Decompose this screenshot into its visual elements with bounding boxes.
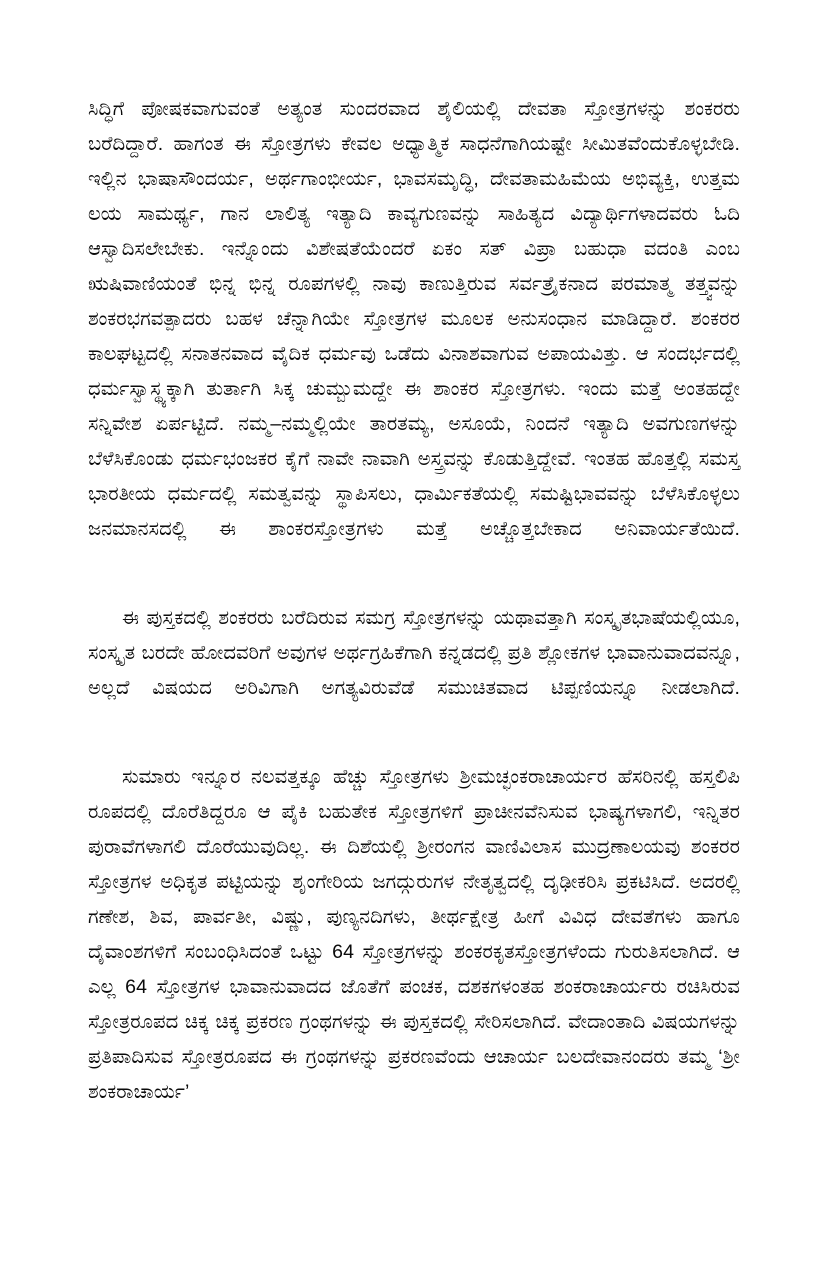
- paragraph-2: ಈ ಪುಸ್ತಕದಲ್ಲಿ ಶಂಕರರು ಬರೆದಿರುವ ಸಮಗ್ರ ಸ್ತೋತ್ರಗಳನ್ನು ಯಥಾವತ್ತಾಗಿ ಸಂಸ್ಕೃತಭಾಷೆಯಲ್ಲಿಯೂ, ಸಂಸ್ಕೃತ ಬರದೇ ಹೋದವರಿಗೆ ಅವುಗಳ ಅರ್ಥಗ್ರಹಿಕೆಗಾಗಿ ಕನ್ನಡದಲ್ಲಿ ಪ್ರತಿ ಶ್ಲೋಕಗಳ ಭಾವಾನುವಾದವನ್ನೂ, ಅಲ್ಲದೆ ವಿಷಯದ ಅರಿವಿಗಾಗಿ ಅಗತ್ಯವಿರುವೆಡೆ ಸಮುಚಿತವಾದ ಟಿಪ್ಪಣಿಯನ್ನೂ ನೀಡಲಾಗಿದೆ.: [88, 607, 740, 699]
- body-text-block: [88, 92, 740, 1145]
- paragraph-3: ಸುಮಾರು ಇನ್ನೂರ ನಲವತ್ತಕ್ಕೂ ಹೆಚ್ಚು ಸ್ತೋತ್ರಗಳು ಶ್ರೀಮಚ್ಛಂಕರಾಚಾರ್ಯರ ಹೆಸರಿನಲ್ಲಿ ಹಸ್ತಲಿಪಿ ರೂಪದಲ್ಲಿ ದೊರೆತಿದ್ದರೂ ಆ ಪೈಕಿ ಬಹುತೇಕ ಸ್ತೋತ್ರಗಳಿಗೆ ಪ್ರಾಚೀನವೆನಿಸುವ ಭಾಷ್ಯಗಳಾಗಲಿ, ಇನ್ನಿತರ ಪುರಾವೆಗಳಾಗಲಿ ದೊರೆಯುವುದಿಲ್ಲ. ಈ ದಿಶೆಯಲ್ಲಿ ಶ್ರೀರಂಗನ ವಾಣಿವಿಲಾಸ ಮುದ್ರಣಾಲಯವು ಶಂಕರರ ಸ್ತೋತ್ರಗಳ ಅಧಿಕೃತ ಪಟ್ಟಿಯನ್ನು ಶೃಂಗೇರಿಯ ಜಗದ್ಗುರುಗಳ ನೇತೃತ್ವದಲ್ಲಿ ದೃಢೀಕರಿಸಿ ಪ್ರಕಟಿಸಿದೆ. ಅದರಲ್ಲಿ ಗಣೇಶ, ಶಿವ, ಪಾರ್ವತೀ, ವಿಷ್ಣು, ಪುಣ್ಯನದಿಗಳು, ತೀರ್ಥಕ್ಷೇತ್ರ ಹೀಗೆ ವಿವಿಧ ದೇವತೆಗಳು ಹಾಗೂ ದೈವಾಂಶಗಳಿಗೆ ಸಂಬಂಧಿಸಿದಂತೆ ಒಟ್ಟು 64 ಸ್ತೋತ್ರಗಳನ್ನು ಶಂಕರಕೃತಸ್ತೋತ್ರಗಳೆಂದು ಗುರುತಿಸಲಾಗಿದೆ. ಆ ಎಲ್ಲ 64 ಸ್ತೋತ್ರಗಳ ಭಾವಾನುವಾದದ ಜೊತೆಗೆ ಪಂಚಕ, ದಶಕಗಳಂತಹ ಶಂಕರಾಚಾರ್ಯರು ರಚಿಸಿರುವ ಸ್ತೋತ್ರರೂಪದ ಚಿಕ್ಕ ಚಿಕ್ಕ ಪ್ರಕರಣ ಗ್ರಂಥಗಳನ್ನು ಈ ಪುಸ್ತಕದಲ್ಲಿ ಸೇರಿಸಲಾಗಿದೆ. ವೇದಾಂತಾದಿ ವಿಷಯಗಳನ್ನು ಪ್ರತಿಪಾದಿಸುವ ಸ್ತೋತ್ರರೂಪದ ಈ ಗ್ರಂಥಗಳನ್ನು ಪ್ರಕರಣವೆಂದು ಆಚಾರ್ಯ ಬಲದೇವಾನಂದರು ತಮ್ಮ ‘ಶ್ರೀ ಶಂಕರಾಚಾರ್ಯ’: [88, 766, 740, 1103]
- paragraph-1: ಸಿದ್ಧಿಗೆ ಪೋಷಕವಾಗುವಂತೆ ಅತ್ಯಂತ ಸುಂದರವಾದ ಶೈಲಿಯಲ್ಲಿ ದೇವತಾ ಸ್ತೋತ್ರಗಳನ್ನು ಶಂಕರರು ಬರೆದಿದ್ದಾರೆ. ಹಾಗಂತ ಈ ಸ್ತೋತ್ರಗಳು ಕೇವಲ ಅಧ್ಯಾತ್ಮಿಕ ಸಾಧನೆಗಾಗಿಯಷ್ಟೇ ಸೀಮಿತವೆಂದುಕೊಳ್ಳಬೇಡಿ. ಇಲ್ಲಿನ ಭಾಷಾಸೌಂದರ್ಯ, ಅರ್ಥಗಾಂಭೀರ್ಯ, ಭಾವಸಮೃದ್ಧಿ, ದೇವತಾಮಹಿಮೆಯ ಅಭಿವ್ಯಕ್ತಿ, ಉತ್ತಮ ಲಯ ಸಾಮರ್ಥ್ಯ, ಗಾನ ಲಾಲಿತ್ಯ ಇತ್ಯಾದಿ ಕಾವ್ಯಗುಣವನ್ನು ಸಾಹಿತ್ಯದ ವಿದ್ಯಾರ್ಥಿಗಳಾದವರು ಓದಿ ಆಸ್ವಾದಿಸಲೇಬೇಕು. ಇನ್ನೊಂದು ವಿಶೇಷತೆಯೆಂದರೆ ಏಕಂ ಸತ್ ವಿಪ್ರಾ ಬಹುಧಾ ವದಂತಿ ಎಂಬ ಋಷಿವಾಣಿಯಂತೆ ಭಿನ್ನ ಭಿನ್ನ ರೂಪಗಳಲ್ಲಿ ನಾವು ಕಾಣುತ್ತಿರುವ ಸರ್ವತ್ರೈಕನಾದ ಪರಮಾತ್ಮ ತತ್ತ್ವವನ್ನು ಶಂಕರಭಗವತ್ಪಾದರು ಬಹಳ ಚೆನ್ನಾಗಿಯೇ ಸ್ತೋತ್ರಗಳ ಮೂಲಕ ಅನುಸಂಧಾನ ಮಾಡಿದ್ದಾರೆ. ಶಂಕರರ ಕಾಲಘಟ್ಟದಲ್ಲಿ ಸನಾತನವಾದ ವೈದಿಕ ಧರ್ಮವು ಒಡೆದು ವಿನಾಶವಾಗುವ ಅಪಾಯವಿತ್ತು. ಆ ಸಂದರ್ಭದಲ್ಲಿ ಧರ್ಮಸ್ವಾಸ್ಥ್ಯಕ್ಕಾಗಿ ತುರ್ತಾಗಿ ಸಿಕ್ಕ ಚುಮ್ಬುಮದ್ದೇ ಈ ಶಾಂಕರ ಸ್ತೋತ್ರಗಳು. ಇಂದು ಮತ್ತೆ ಅಂತಹದ್ದೇ ಸನ್ನಿವೇಶ ಏರ್ಪಟ್ಟಿದೆ. ನಮ್ಮ–ನಮ್ಮಲ್ಲಿಯೇ ತಾರತಮ್ಯ, ಅಸೂಯೆ, ನಿಂದನೆ ಇತ್ಯಾದಿ ಅವಗುಣಗಳನ್ನು ಬೆಳೆಸಿಕೊಂಡು ಧರ್ಮಭಂಜಕರ ಕೈಗೆ ನಾವೇ ನಾವಾಗಿ ಅಸ್ತ್ರವನ್ನು ಕೊಡುತ್ತಿದ್ದೇವೆ. ಇಂತಹ ಹೊತ್ತಲ್ಲಿ ಸಮಸ್ತ ಭಾರತೀಯ ಧರ್ಮದಲ್ಲಿ ಸಮತ್ವವನ್ನು ಸ್ಥಾಪಿಸಲು, ಧಾರ್ಮಿಕತೆಯಲ್ಲಿ ಸಮಷ್ಟಿಭಾವವನ್ನು ಬೆಳೆಸಿಕೊಳ್ಳಲು ಜನಮಾನಸದಲ್ಲಿ ಈ ಶಾಂಕರಸ್ತೋತ್ರಗಳು ಮತ್ತೆ ಅಚ್ಚೊತ್ತಬೇಕಾದ ಅನಿವಾರ್ಯತೆಯಿದೆ.: [88, 98, 740, 540]
